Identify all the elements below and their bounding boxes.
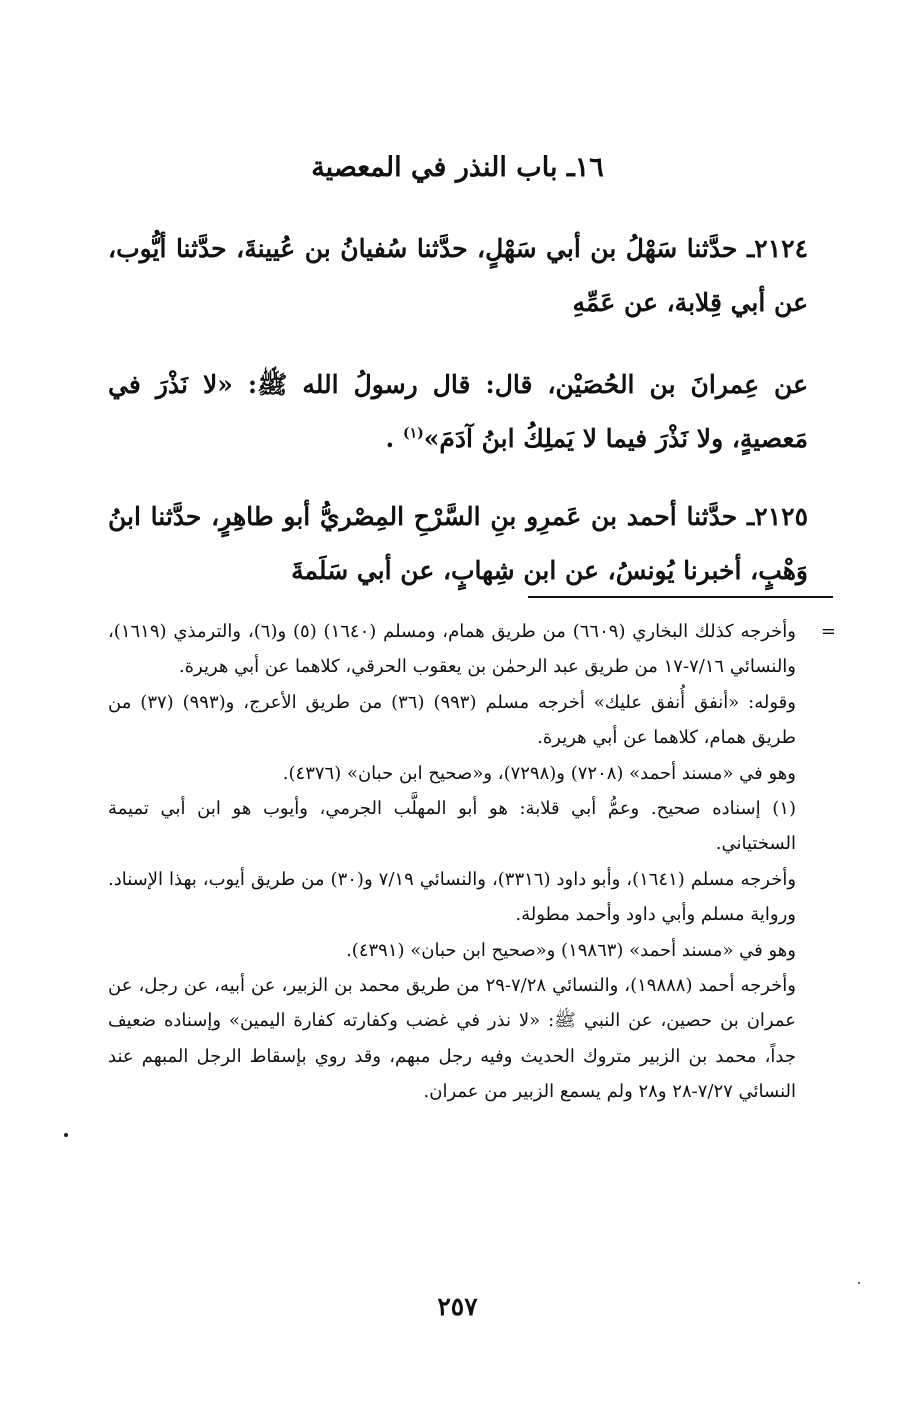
footnote-paragraph: وأخرجه أحمد (١٩٨٨٨)، والنسائي ٧/٢٨-٢٩ من طريق محمد بن الزبير، عن أبيه، عن رجل، عن عمران بن حصين، عن النبي ﷺ: «لا نذر في غضب وكفارته كفارة اليمين» وإسناده ضعيف جداً، محمد بن الزبير متروك الحديث وفيه رجل مبهم، وقد روي بإسقاط الرجل المبهم عند النسائي ٧/٢٧-٢٨ و٢٨ ولم يسمع الزبير من عمران. (108, 975, 796, 1103)
hadith-end: . (385, 424, 403, 453)
footnotes (108, 614, 836, 1110)
page-number: ٢٥٧ (437, 1292, 478, 1321)
footnote-1: (١) إسناده صحيح. وعمُّ أبي قلابة: هو أبو المهلَّب الجرمي، وأيوب هو ابن أبي تميمة السختياني. (108, 798, 796, 855)
hadith-2125-isnad (108, 490, 808, 598)
hadith-text: ٢١٢٥ـ حدَّثنا أحمد بن عَمرِو بنِ السَّرْحِ المِصْريُّ أبو طاهِرٍ، حدَّثنا ابنُ وَهْبٍ، أخبرنا يُونسُ، عن ابن شِهابٍ، عن أبي سَلَمةَ (108, 502, 808, 585)
footnote-paragraph: وهو في «مسند أحمد» (٧٢٠٨) و(٧٢٩٨)، و«صحيح ابن حبان» (٤٣٧٦). (282, 762, 796, 784)
footnote-paragraph: وأخرجه كذلك البخاري (٦٦٠٩) من طريق همام، ومسلم (١٦٤٠) (٥) و(٦)، والترمذي (١٦١٩)، والنسائي ٧/١٦-١٧ من طريق عبد الرحمٰن بن يعقوب الحرقي، كلاهما عن أبي هريرة. (108, 621, 796, 678)
hadith-text: عن عِمرانَ بن الحُصَيْن، قال: قال رسولُ الله ﷺ: «لا نَذْرَ في مَعصيةٍ، ولا نَذْرَ فيما لا يَملِكُ ابنُ آدَمَ» (108, 370, 808, 453)
footnote-paragraph: وهو في «مسند أحمد» (١٩٨٦٣) و«صحيح ابن حبان» (٤٣٩١). (346, 939, 796, 961)
footnote-ref-1[interactable]: (١) (402, 425, 424, 442)
hadith-2124-matn (108, 358, 808, 466)
margin-dot (64, 1133, 68, 1137)
hadith-text: ٢١٢٤ـ حدَّثنا سَهْلُ بن أبي سَهْلٍ، حدَّثنا سُفيانُ بن عُيينةَ، حدَّثنا أيُّوب، عن أبي قِلابة، عن عَمِّهِ (108, 234, 808, 317)
footnote-divider (528, 596, 833, 598)
footnote-paragraph: وأخرجه مسلم (١٦٤١)، وأبو داود (٣٣١٦)، والنسائي ٧/١٩ و(٣٠) من طريق أيوب، بهذا الإسناد. ورواية مسلم وأبي داود وأحمد مطولة. (108, 868, 797, 926)
footnote-paragraph: وقوله: «أنفق أُنفق عليك» أخرجه مسلم (٩٩٣) (٣٦) من طريق الأعرج، و(٩٩٣) (٣٧) من طريق همام، كلاهما عن أبي هريرة. (108, 691, 796, 749)
chapter-title: ١٦ـ باب النذر في المعصية (311, 152, 604, 183)
continuation-mark: = (820, 621, 836, 642)
scan-speck (858, 1282, 860, 1284)
hadith-2124-isnad (108, 222, 808, 330)
footnote-continuation (108, 614, 836, 685)
